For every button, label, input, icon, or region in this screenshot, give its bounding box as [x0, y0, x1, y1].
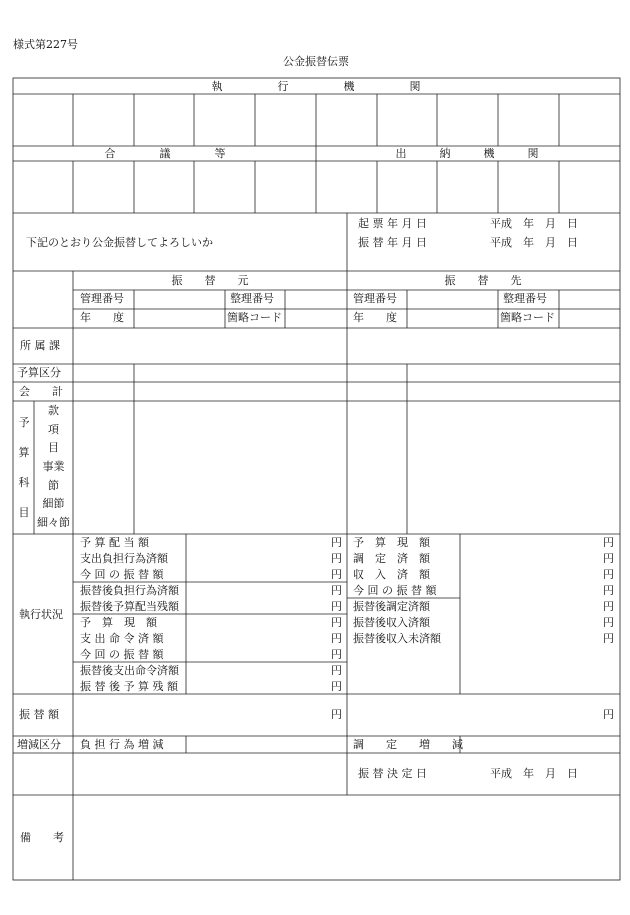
exec-left-item: 振替後予算配当残額	[80, 600, 179, 613]
decision-date-label: 振 替 決 定 日	[358, 767, 427, 780]
dest-short-code: 箇略コード	[500, 311, 555, 324]
source-short-code: 箇略コード	[227, 311, 282, 324]
budget-subject-char: 科	[18, 476, 30, 489]
draft-date-label: 起 票 年 月 日	[358, 217, 427, 230]
execution-label: 執行状況	[19, 608, 63, 621]
source-mgmt-no: 管理番号	[80, 292, 124, 305]
exec-right-item: 調 定 済 額	[353, 552, 430, 565]
exec-left-item: 振替後負担行為済額	[80, 584, 179, 597]
source-fiscal-year: 年 度	[80, 311, 124, 324]
yen-mark: 円	[331, 616, 342, 629]
yen-mark: 円	[603, 708, 614, 721]
executing-org-label: 執 行 機 関	[211, 80, 421, 93]
treasury-label: 出 納 機 関	[395, 147, 539, 160]
subject-item: 節	[48, 478, 59, 492]
exec-right-item: 予 算 現 額	[353, 536, 430, 549]
dest-title: 振 替 先	[444, 274, 522, 287]
exec-right-item: 収 入 済 額	[353, 568, 430, 581]
yen-mark: 円	[603, 632, 614, 645]
yen-mark: 円	[331, 632, 342, 645]
yen-mark: 円	[603, 568, 614, 581]
dest-mgmt-no: 管理番号	[353, 292, 397, 305]
yen-mark: 円	[331, 536, 342, 549]
department-label: 所 属 課	[20, 339, 60, 352]
budget-subject-char: 目	[18, 506, 30, 519]
subject-item: 項	[48, 422, 59, 436]
source-arr-no: 整理番号	[230, 292, 274, 305]
increase-right-item: 調 定 増 減	[353, 738, 463, 751]
budget-category-label: 予算区分	[17, 366, 61, 379]
request-text: 下記のとおり公金振替してよろしいか	[26, 236, 213, 249]
budget-subject-char: 予	[18, 416, 30, 429]
subject-item: 款	[48, 404, 59, 418]
yen-mark: 円	[331, 568, 342, 581]
exec-left-item: 支 出 命 令 済 額	[80, 632, 164, 645]
subject-item: 事業	[42, 459, 65, 473]
increase-left-item: 負 担 行 為 増 減	[80, 738, 164, 751]
exec-left-item: 予 算 現 額	[80, 616, 157, 629]
account-label: 会 計	[19, 385, 63, 398]
exec-right-item: 振替後収入済額	[353, 616, 430, 629]
exec-left-item: 今 回 の 振 替 額	[80, 648, 164, 661]
source-title: 振 替 元	[171, 274, 249, 287]
transfer-date-value: 平成 年 月 日	[490, 236, 578, 249]
subject-item: 細節	[42, 497, 65, 511]
yen-mark: 円	[331, 600, 342, 613]
subject-item: 目	[48, 441, 59, 455]
increase-label: 増減区分	[17, 738, 61, 751]
budget-subject-label	[14, 408, 34, 528]
exec-left-item: 予 算 配 当 額	[80, 536, 149, 549]
yen-mark: 円	[331, 584, 342, 597]
exec-right-item: 振替後収入未済額	[353, 632, 441, 645]
dest-arr-no: 整理番号	[503, 292, 547, 305]
budget-subject-items	[34, 402, 73, 532]
draft-date-value: 平成 年 月 日	[490, 217, 578, 230]
form-border	[13, 78, 620, 880]
yen-mark: 円	[331, 648, 342, 661]
yen-mark: 円	[331, 664, 342, 677]
consultation-label: 合 議 等	[104, 147, 226, 160]
exec-right-item: 振替後調定済額	[353, 600, 430, 613]
dest-fiscal-year: 年 度	[353, 311, 397, 324]
yen-mark: 円	[331, 708, 342, 721]
yen-mark: 円	[603, 584, 614, 597]
yen-mark: 円	[603, 536, 614, 549]
exec-left-item: 今 回 の 振 替 額	[80, 568, 164, 581]
exec-left-item: 支出負担行為済額	[80, 552, 168, 565]
remarks-label: 備 考	[20, 831, 64, 844]
exec-left-item: 振 替 後 予 算 残 額	[80, 680, 178, 693]
yen-mark: 円	[331, 552, 342, 565]
exec-left-item: 振替後支出命令済額	[80, 664, 179, 677]
form-title: 公金振替伝票	[283, 55, 349, 68]
exec-right-item: 今 回 の 振 替 額	[353, 584, 437, 597]
form-number: 様式第227号	[13, 38, 78, 51]
yen-mark: 円	[603, 600, 614, 613]
yen-mark: 円	[603, 616, 614, 629]
subject-item: 細々節	[37, 515, 70, 529]
yen-mark: 円	[331, 680, 342, 693]
budget-subject-char: 算	[18, 446, 30, 459]
transfer-amount-label: 振 替 額	[19, 708, 59, 721]
transfer-date-label: 振 替 年 月 日	[358, 236, 427, 249]
decision-date-value: 平成 年 月 日	[490, 767, 578, 780]
yen-mark: 円	[603, 552, 614, 565]
